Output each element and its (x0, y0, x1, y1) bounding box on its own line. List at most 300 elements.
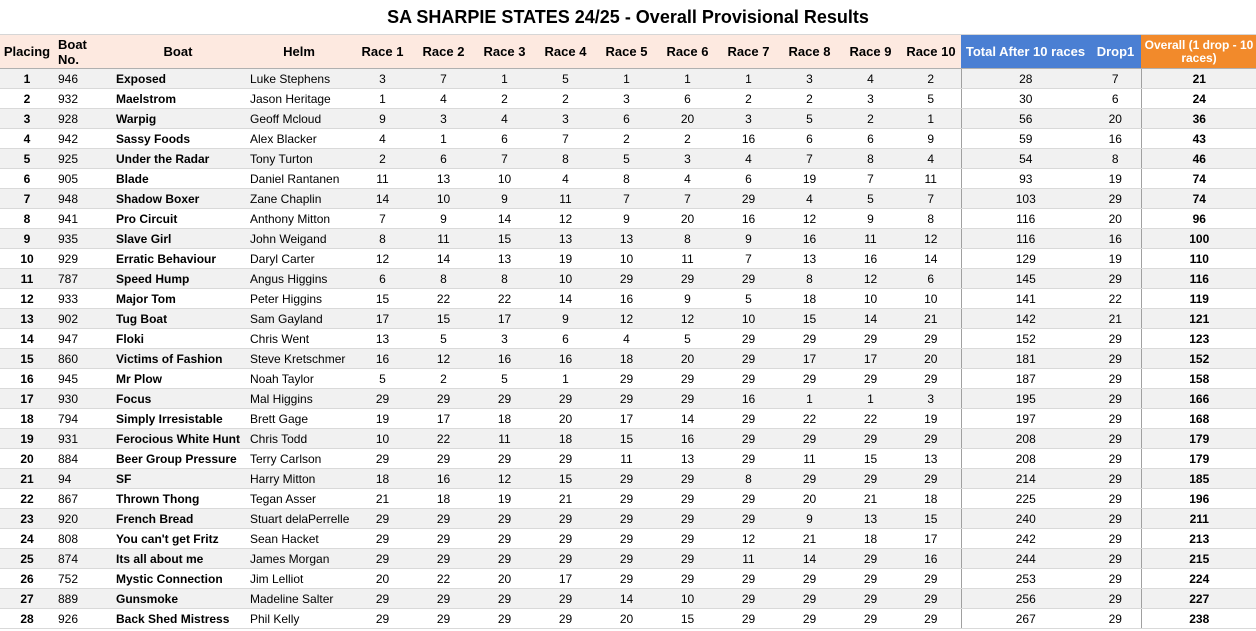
race-9-cell: 12 (840, 269, 901, 289)
race-9-cell: 22 (840, 409, 901, 429)
results-body (0, 69, 1256, 629)
overall-cell: 185 (1141, 469, 1256, 489)
total-cell: 225 (961, 489, 1090, 509)
drop-cell: 20 (1090, 209, 1141, 229)
table-row (0, 189, 1256, 209)
race-1-cell: 15 (352, 289, 413, 309)
race-5-cell: 2 (596, 129, 657, 149)
placing-cell: 7 (0, 189, 54, 209)
race-5-cell: 4 (596, 329, 657, 349)
race-3-cell: 11 (474, 429, 535, 449)
race-10-cell: 18 (901, 489, 961, 509)
race-6-cell: 13 (657, 449, 718, 469)
placing-cell: 13 (0, 309, 54, 329)
race-9-cell: 29 (840, 329, 901, 349)
race-3-cell: 29 (474, 449, 535, 469)
boat-name-cell: Floki (110, 329, 246, 349)
total-cell: 129 (961, 249, 1090, 269)
col-header-drop: Drop1 (1090, 35, 1141, 69)
table-row (0, 609, 1256, 629)
race-5-cell: 5 (596, 149, 657, 169)
race-9-cell: 14 (840, 309, 901, 329)
race-7-cell: 10 (718, 309, 779, 329)
race-8-cell: 29 (779, 469, 840, 489)
header-row (0, 35, 1256, 69)
race-4-cell: 3 (535, 109, 596, 129)
race-3-cell: 29 (474, 509, 535, 529)
race-4-cell: 12 (535, 209, 596, 229)
race-10-cell: 29 (901, 369, 961, 389)
race-4-cell: 20 (535, 409, 596, 429)
placing-cell: 12 (0, 289, 54, 309)
overall-cell: 74 (1141, 169, 1256, 189)
race-7-cell: 3 (718, 109, 779, 129)
race-5-cell: 14 (596, 589, 657, 609)
boat-name-cell: Warpig (110, 109, 246, 129)
race-8-cell: 21 (779, 529, 840, 549)
placing-cell: 26 (0, 569, 54, 589)
race-3-cell: 29 (474, 609, 535, 629)
race-6-cell: 20 (657, 209, 718, 229)
race-10-cell: 17 (901, 529, 961, 549)
race-5-cell: 29 (596, 489, 657, 509)
race-2-cell: 10 (413, 189, 474, 209)
helm-cell: Harry Mitton (246, 469, 352, 489)
drop-cell: 19 (1090, 169, 1141, 189)
boat-no-cell: 787 (54, 269, 110, 289)
race-6-cell: 29 (657, 469, 718, 489)
race-8-cell: 11 (779, 449, 840, 469)
table-row (0, 229, 1256, 249)
total-cell: 256 (961, 589, 1090, 609)
race-1-cell: 29 (352, 389, 413, 409)
race-7-cell: 8 (718, 469, 779, 489)
race-1-cell: 2 (352, 149, 413, 169)
race-8-cell: 16 (779, 229, 840, 249)
race-10-cell: 11 (901, 169, 961, 189)
race-9-cell: 1 (840, 389, 901, 409)
col-header-overall: Overall (1 drop - 10 races) (1141, 35, 1256, 69)
overall-cell: 119 (1141, 289, 1256, 309)
race-10-cell: 29 (901, 609, 961, 629)
race-5-cell: 29 (596, 509, 657, 529)
race-4-cell: 16 (535, 349, 596, 369)
race-4-cell: 10 (535, 269, 596, 289)
race-9-cell: 4 (840, 69, 901, 89)
race-5-cell: 29 (596, 529, 657, 549)
race-2-cell: 8 (413, 269, 474, 289)
boat-name-cell: Simply Irresistable (110, 409, 246, 429)
race-10-cell: 29 (901, 429, 961, 449)
boat-no-cell: 902 (54, 309, 110, 329)
helm-cell: Sam Gayland (246, 309, 352, 329)
table-row (0, 89, 1256, 109)
race-10-cell: 5 (901, 89, 961, 109)
race-2-cell: 1 (413, 129, 474, 149)
overall-cell: 121 (1141, 309, 1256, 329)
boat-no-cell: 808 (54, 529, 110, 549)
drop-cell: 29 (1090, 549, 1141, 569)
helm-cell: Daryl Carter (246, 249, 352, 269)
placing-cell: 4 (0, 129, 54, 149)
boat-no-cell: 941 (54, 209, 110, 229)
race-4-cell: 4 (535, 169, 596, 189)
drop-cell: 29 (1090, 509, 1141, 529)
race-2-cell: 4 (413, 89, 474, 109)
race-9-cell: 7 (840, 169, 901, 189)
boat-name-cell: SF (110, 469, 246, 489)
race-6-cell: 15 (657, 609, 718, 629)
race-3-cell: 5 (474, 369, 535, 389)
race-1-cell: 16 (352, 349, 413, 369)
race-10-cell: 12 (901, 229, 961, 249)
overall-cell: 123 (1141, 329, 1256, 349)
overall-cell: 213 (1141, 529, 1256, 549)
col-header-race-7: Race 7 (718, 35, 779, 69)
drop-cell: 29 (1090, 409, 1141, 429)
drop-cell: 29 (1090, 469, 1141, 489)
drop-cell: 29 (1090, 369, 1141, 389)
drop-cell: 29 (1090, 589, 1141, 609)
race-10-cell: 15 (901, 509, 961, 529)
race-4-cell: 21 (535, 489, 596, 509)
placing-cell: 9 (0, 229, 54, 249)
race-3-cell: 20 (474, 569, 535, 589)
boat-name-cell: Under the Radar (110, 149, 246, 169)
overall-cell: 238 (1141, 609, 1256, 629)
race-5-cell: 6 (596, 109, 657, 129)
race-10-cell: 3 (901, 389, 961, 409)
race-8-cell: 14 (779, 549, 840, 569)
race-6-cell: 5 (657, 329, 718, 349)
drop-cell: 29 (1090, 529, 1141, 549)
race-6-cell: 29 (657, 549, 718, 569)
race-7-cell: 4 (718, 149, 779, 169)
race-3-cell: 3 (474, 329, 535, 349)
race-4-cell: 2 (535, 89, 596, 109)
race-9-cell: 11 (840, 229, 901, 249)
placing-cell: 5 (0, 149, 54, 169)
race-10-cell: 4 (901, 149, 961, 169)
placing-cell: 10 (0, 249, 54, 269)
race-9-cell: 29 (840, 569, 901, 589)
placing-cell: 16 (0, 369, 54, 389)
boat-no-cell: 947 (54, 329, 110, 349)
race-4-cell: 11 (535, 189, 596, 209)
race-2-cell: 22 (413, 429, 474, 449)
race-9-cell: 18 (840, 529, 901, 549)
race-4-cell: 29 (535, 529, 596, 549)
total-cell: 56 (961, 109, 1090, 129)
total-cell: 103 (961, 189, 1090, 209)
race-4-cell: 9 (535, 309, 596, 329)
table-row (0, 449, 1256, 469)
race-2-cell: 18 (413, 489, 474, 509)
helm-cell: Angus Higgins (246, 269, 352, 289)
race-5-cell: 9 (596, 209, 657, 229)
boat-name-cell: Gunsmoke (110, 589, 246, 609)
table-row (0, 149, 1256, 169)
race-1-cell: 29 (352, 449, 413, 469)
total-cell: 197 (961, 409, 1090, 429)
race-8-cell: 29 (779, 329, 840, 349)
race-9-cell: 10 (840, 289, 901, 309)
race-3-cell: 29 (474, 529, 535, 549)
race-9-cell: 29 (840, 589, 901, 609)
boat-no-cell: 794 (54, 409, 110, 429)
race-10-cell: 7 (901, 189, 961, 209)
drop-cell: 20 (1090, 109, 1141, 129)
race-1-cell: 29 (352, 529, 413, 549)
race-2-cell: 17 (413, 409, 474, 429)
race-6-cell: 12 (657, 309, 718, 329)
helm-cell: Terry Carlson (246, 449, 352, 469)
race-8-cell: 20 (779, 489, 840, 509)
race-8-cell: 12 (779, 209, 840, 229)
race-3-cell: 13 (474, 249, 535, 269)
race-9-cell: 29 (840, 609, 901, 629)
race-2-cell: 29 (413, 509, 474, 529)
race-6-cell: 2 (657, 129, 718, 149)
helm-cell: Alex Blacker (246, 129, 352, 149)
placing-cell: 23 (0, 509, 54, 529)
overall-cell: 43 (1141, 129, 1256, 149)
drop-cell: 7 (1090, 69, 1141, 89)
overall-cell: 168 (1141, 409, 1256, 429)
helm-cell: Noah Taylor (246, 369, 352, 389)
race-3-cell: 6 (474, 129, 535, 149)
table-row (0, 389, 1256, 409)
drop-cell: 6 (1090, 89, 1141, 109)
race-4-cell: 29 (535, 389, 596, 409)
page-title: SA SHARPIE STATES 24/25 - Overall Provisional Results (387, 7, 869, 27)
race-8-cell: 9 (779, 509, 840, 529)
boat-name-cell: Exposed (110, 69, 246, 89)
race-5-cell: 17 (596, 409, 657, 429)
overall-cell: 196 (1141, 489, 1256, 509)
race-2-cell: 15 (413, 309, 474, 329)
race-6-cell: 9 (657, 289, 718, 309)
placing-cell: 8 (0, 209, 54, 229)
race-6-cell: 29 (657, 569, 718, 589)
placing-cell: 20 (0, 449, 54, 469)
table-row (0, 529, 1256, 549)
table-row (0, 249, 1256, 269)
race-6-cell: 10 (657, 589, 718, 609)
table-row (0, 109, 1256, 129)
table-row (0, 309, 1256, 329)
total-cell: 187 (961, 369, 1090, 389)
race-7-cell: 29 (718, 509, 779, 529)
race-8-cell: 29 (779, 429, 840, 449)
race-7-cell: 29 (718, 329, 779, 349)
boat-no-cell: 930 (54, 389, 110, 409)
drop-cell: 29 (1090, 189, 1141, 209)
boat-name-cell: Erratic Behaviour (110, 249, 246, 269)
table-row (0, 469, 1256, 489)
race-5-cell: 18 (596, 349, 657, 369)
race-8-cell: 22 (779, 409, 840, 429)
helm-cell: Anthony Mitton (246, 209, 352, 229)
race-1-cell: 5 (352, 369, 413, 389)
helm-cell: Jason Heritage (246, 89, 352, 109)
overall-cell: 74 (1141, 189, 1256, 209)
boat-no-cell: 860 (54, 349, 110, 369)
race-7-cell: 29 (718, 569, 779, 589)
race-4-cell: 6 (535, 329, 596, 349)
race-5-cell: 29 (596, 269, 657, 289)
race-4-cell: 29 (535, 549, 596, 569)
overall-cell: 46 (1141, 149, 1256, 169)
race-1-cell: 29 (352, 509, 413, 529)
helm-cell: Geoff Mcloud (246, 109, 352, 129)
race-2-cell: 2 (413, 369, 474, 389)
race-9-cell: 15 (840, 449, 901, 469)
race-6-cell: 29 (657, 389, 718, 409)
boat-name-cell: Tug Boat (110, 309, 246, 329)
drop-cell: 29 (1090, 569, 1141, 589)
race-10-cell: 29 (901, 469, 961, 489)
race-10-cell: 16 (901, 549, 961, 569)
total-cell: 59 (961, 129, 1090, 149)
race-5-cell: 12 (596, 309, 657, 329)
race-3-cell: 2 (474, 89, 535, 109)
race-4-cell: 15 (535, 469, 596, 489)
race-3-cell: 14 (474, 209, 535, 229)
helm-cell: Steve Kretschmer (246, 349, 352, 369)
helm-cell: Stuart delaPerrelle (246, 509, 352, 529)
race-10-cell: 6 (901, 269, 961, 289)
race-8-cell: 7 (779, 149, 840, 169)
race-9-cell: 2 (840, 109, 901, 129)
race-4-cell: 29 (535, 509, 596, 529)
race-3-cell: 1 (474, 69, 535, 89)
race-2-cell: 13 (413, 169, 474, 189)
race-1-cell: 29 (352, 589, 413, 609)
race-4-cell: 1 (535, 369, 596, 389)
race-10-cell: 10 (901, 289, 961, 309)
boat-name-cell: Blade (110, 169, 246, 189)
race-7-cell: 29 (718, 449, 779, 469)
race-2-cell: 29 (413, 529, 474, 549)
drop-cell: 29 (1090, 429, 1141, 449)
helm-cell: Chris Went (246, 329, 352, 349)
race-8-cell: 2 (779, 89, 840, 109)
col-header-race-9: Race 9 (840, 35, 901, 69)
overall-cell: 100 (1141, 229, 1256, 249)
race-10-cell: 20 (901, 349, 961, 369)
race-2-cell: 14 (413, 249, 474, 269)
helm-cell: Zane Chaplin (246, 189, 352, 209)
total-cell: 54 (961, 149, 1090, 169)
total-cell: 240 (961, 509, 1090, 529)
helm-cell: Phil Kelly (246, 609, 352, 629)
overall-cell: 24 (1141, 89, 1256, 109)
total-cell: 242 (961, 529, 1090, 549)
table-row (0, 489, 1256, 509)
total-cell: 208 (961, 429, 1090, 449)
race-2-cell: 5 (413, 329, 474, 349)
race-4-cell: 18 (535, 429, 596, 449)
boat-name-cell: Its all about me (110, 549, 246, 569)
race-6-cell: 8 (657, 229, 718, 249)
race-8-cell: 29 (779, 369, 840, 389)
col-header-race-1: Race 1 (352, 35, 413, 69)
overall-cell: 211 (1141, 509, 1256, 529)
race-2-cell: 3 (413, 109, 474, 129)
race-10-cell: 21 (901, 309, 961, 329)
race-9-cell: 29 (840, 369, 901, 389)
race-5-cell: 16 (596, 289, 657, 309)
race-3-cell: 9 (474, 189, 535, 209)
boat-name-cell: Ferocious White Hunt (110, 429, 246, 449)
table-row (0, 569, 1256, 589)
race-2-cell: 29 (413, 549, 474, 569)
race-10-cell: 13 (901, 449, 961, 469)
boat-name-cell: Shadow Boxer (110, 189, 246, 209)
table-row (0, 369, 1256, 389)
race-8-cell: 15 (779, 309, 840, 329)
col-header-race-2: Race 2 (413, 35, 474, 69)
placing-cell: 19 (0, 429, 54, 449)
boat-no-cell: 920 (54, 509, 110, 529)
race-6-cell: 29 (657, 369, 718, 389)
boat-no-cell: 905 (54, 169, 110, 189)
table-row (0, 289, 1256, 309)
race-1-cell: 6 (352, 269, 413, 289)
total-cell: 244 (961, 549, 1090, 569)
boat-name-cell: Back Shed Mistress (110, 609, 246, 629)
race-7-cell: 29 (718, 489, 779, 509)
race-5-cell: 3 (596, 89, 657, 109)
race-7-cell: 16 (718, 209, 779, 229)
race-3-cell: 16 (474, 349, 535, 369)
overall-cell: 179 (1141, 429, 1256, 449)
boat-name-cell: Thrown Thong (110, 489, 246, 509)
boat-no-cell: 926 (54, 609, 110, 629)
drop-cell: 16 (1090, 229, 1141, 249)
race-5-cell: 29 (596, 569, 657, 589)
race-5-cell: 7 (596, 189, 657, 209)
race-8-cell: 5 (779, 109, 840, 129)
race-8-cell: 13 (779, 249, 840, 269)
race-10-cell: 19 (901, 409, 961, 429)
race-7-cell: 5 (718, 289, 779, 309)
helm-cell: Jim Lelliot (246, 569, 352, 589)
race-7-cell: 6 (718, 169, 779, 189)
race-1-cell: 14 (352, 189, 413, 209)
race-4-cell: 29 (535, 449, 596, 469)
placing-cell: 25 (0, 549, 54, 569)
race-5-cell: 8 (596, 169, 657, 189)
race-10-cell: 29 (901, 589, 961, 609)
col-header-boat-no: Boat No. (54, 35, 110, 69)
total-cell: 145 (961, 269, 1090, 289)
race-6-cell: 29 (657, 509, 718, 529)
race-3-cell: 4 (474, 109, 535, 129)
boat-no-cell: 889 (54, 589, 110, 609)
drop-cell: 29 (1090, 349, 1141, 369)
helm-cell: Madeline Salter (246, 589, 352, 609)
table-row (0, 429, 1256, 449)
race-8-cell: 3 (779, 69, 840, 89)
drop-cell: 29 (1090, 449, 1141, 469)
boat-name-cell: Sassy Foods (110, 129, 246, 149)
race-1-cell: 20 (352, 569, 413, 589)
race-3-cell: 10 (474, 169, 535, 189)
race-7-cell: 1 (718, 69, 779, 89)
table-row (0, 549, 1256, 569)
